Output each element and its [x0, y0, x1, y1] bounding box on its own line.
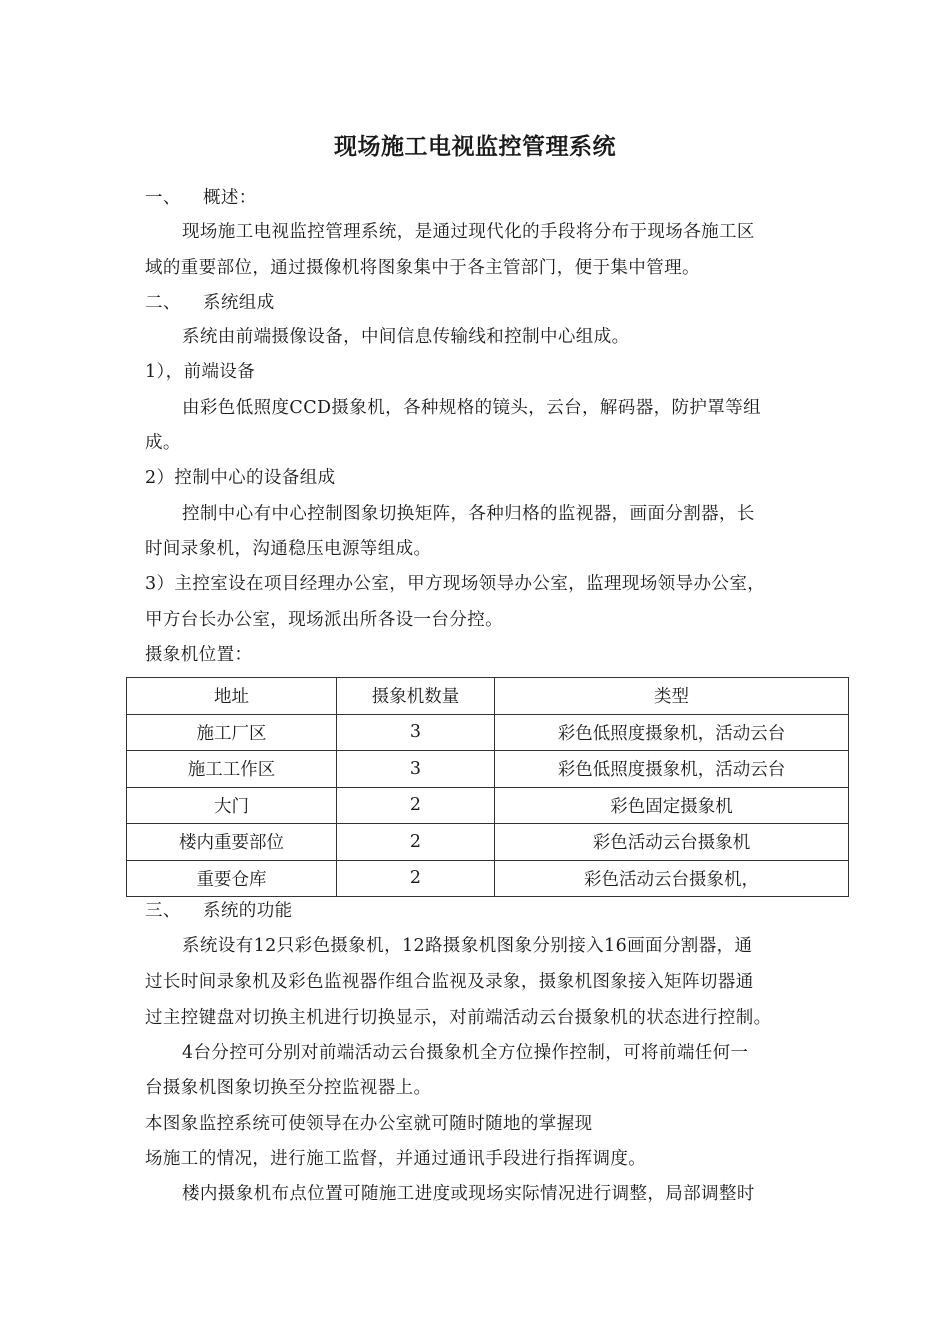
table-caption: 摄象机位置：	[145, 645, 253, 665]
paragraph-line: 过长时间录象机及彩色监视器作组合监视及录象，摄象机图象接入矩阵切器通	[145, 972, 754, 992]
header-cell: 摄象机数量	[337, 678, 495, 715]
section-number: 三、	[145, 901, 181, 921]
cell-count: 2	[337, 787, 495, 824]
paragraph-line: 甲方台长办公室，现场派出所各设一台分控。	[145, 610, 503, 630]
table-row	[127, 860, 849, 897]
paragraph-line: 4台分控可分别对前端活动云台摄象机全方位操作控制，可将前端任何一	[182, 1043, 749, 1063]
section-title: 系统的功能	[203, 901, 293, 921]
page-title: 现场施工电视监控管理系统	[334, 133, 616, 160]
table-row	[127, 787, 849, 824]
header-cell: 地址	[127, 678, 337, 715]
cell-location: 施工工作区	[127, 751, 337, 788]
table-row	[127, 751, 849, 788]
cell-type: 彩色活动云台摄象机，	[495, 860, 849, 897]
section-title: 概述：	[203, 188, 257, 208]
cell-type: 彩色低照度摄象机，活动云台	[495, 751, 849, 788]
section-number: 二、	[145, 293, 181, 313]
cell-type: 彩色低照度摄象机，活动云台	[495, 714, 849, 751]
section-number: 一、	[145, 188, 181, 208]
paragraph-line: 台摄象机图象切换至分控监视器上。	[145, 1078, 432, 1098]
subheading-frontend: 1），前端设备	[145, 362, 256, 382]
cell-location: 楼内重要部位	[127, 824, 337, 861]
cell-type: 彩色活动云台摄象机	[495, 824, 849, 861]
paragraph-line: 本图象监控系统可使领导在办公室就可随时随地的掌握现	[145, 1114, 593, 1134]
paragraph-line: 过主控键盘对切换主机进行切换显示，对前端活动云台摄象机的状态进行控制。	[145, 1008, 772, 1028]
paragraph-line: 3）主控室设在项目经理办公室，甲方现场领导办公室，监理现场领导办公室，	[145, 574, 766, 594]
camera-position-table	[126, 677, 849, 897]
section-heading-composition	[145, 291, 815, 315]
section-title: 系统组成	[203, 293, 275, 313]
table-row	[127, 824, 849, 861]
section-heading-overview	[145, 186, 815, 210]
paragraph-line: 系统设有12只彩色摄象机，12路摄象机图象分别接入16画面分割器，通	[182, 936, 753, 956]
paragraph-line: 域的重要部位，通过摄像机将图象集中于各主管部门，便于集中管理。	[145, 258, 700, 278]
subheading-control-center: 2）控制中心的设备组成	[145, 468, 336, 488]
paragraph-line: 控制中心有中心控制图象切换矩阵，各种归格的监视器，画面分割器，长	[182, 504, 755, 524]
cell-count: 2	[337, 824, 495, 861]
cell-location: 施工厂区	[127, 714, 337, 751]
paragraph-line: 场施工的情况，进行施工监督，并通过通讯手段进行指挥调度。	[145, 1149, 647, 1169]
cell-count: 2	[337, 860, 495, 897]
paragraph-line: 系统由前端摄像设备，中间信息传输线和控制中心组成。	[182, 327, 630, 347]
paragraph-line: 楼内摄象机布点位置可随施工进度或现场实际情况进行调整，局部调整时	[182, 1184, 755, 1204]
table-row	[127, 714, 849, 751]
cell-count: 3	[337, 751, 495, 788]
header-cell: 类型	[495, 678, 849, 715]
paragraph-line: 由彩色低照度CCD摄象机，各种规格的镜头，云台，解码器，防护罩等组	[182, 398, 762, 418]
cell-type: 彩色固定摄象机	[495, 787, 849, 824]
paragraph-line: 时间录象机，沟通稳压电源等组成。	[145, 539, 432, 559]
cell-location: 重要仓库	[127, 860, 337, 897]
paragraph-line: 成。	[145, 433, 181, 453]
cell-location: 大门	[127, 787, 337, 824]
paragraph-line: 现场施工电视监控管理系统，是通过现代化的手段将分布于现场各施工区	[182, 222, 755, 242]
section-heading-functions	[145, 899, 815, 923]
cell-count: 3	[337, 714, 495, 751]
table-header-row	[127, 678, 849, 715]
